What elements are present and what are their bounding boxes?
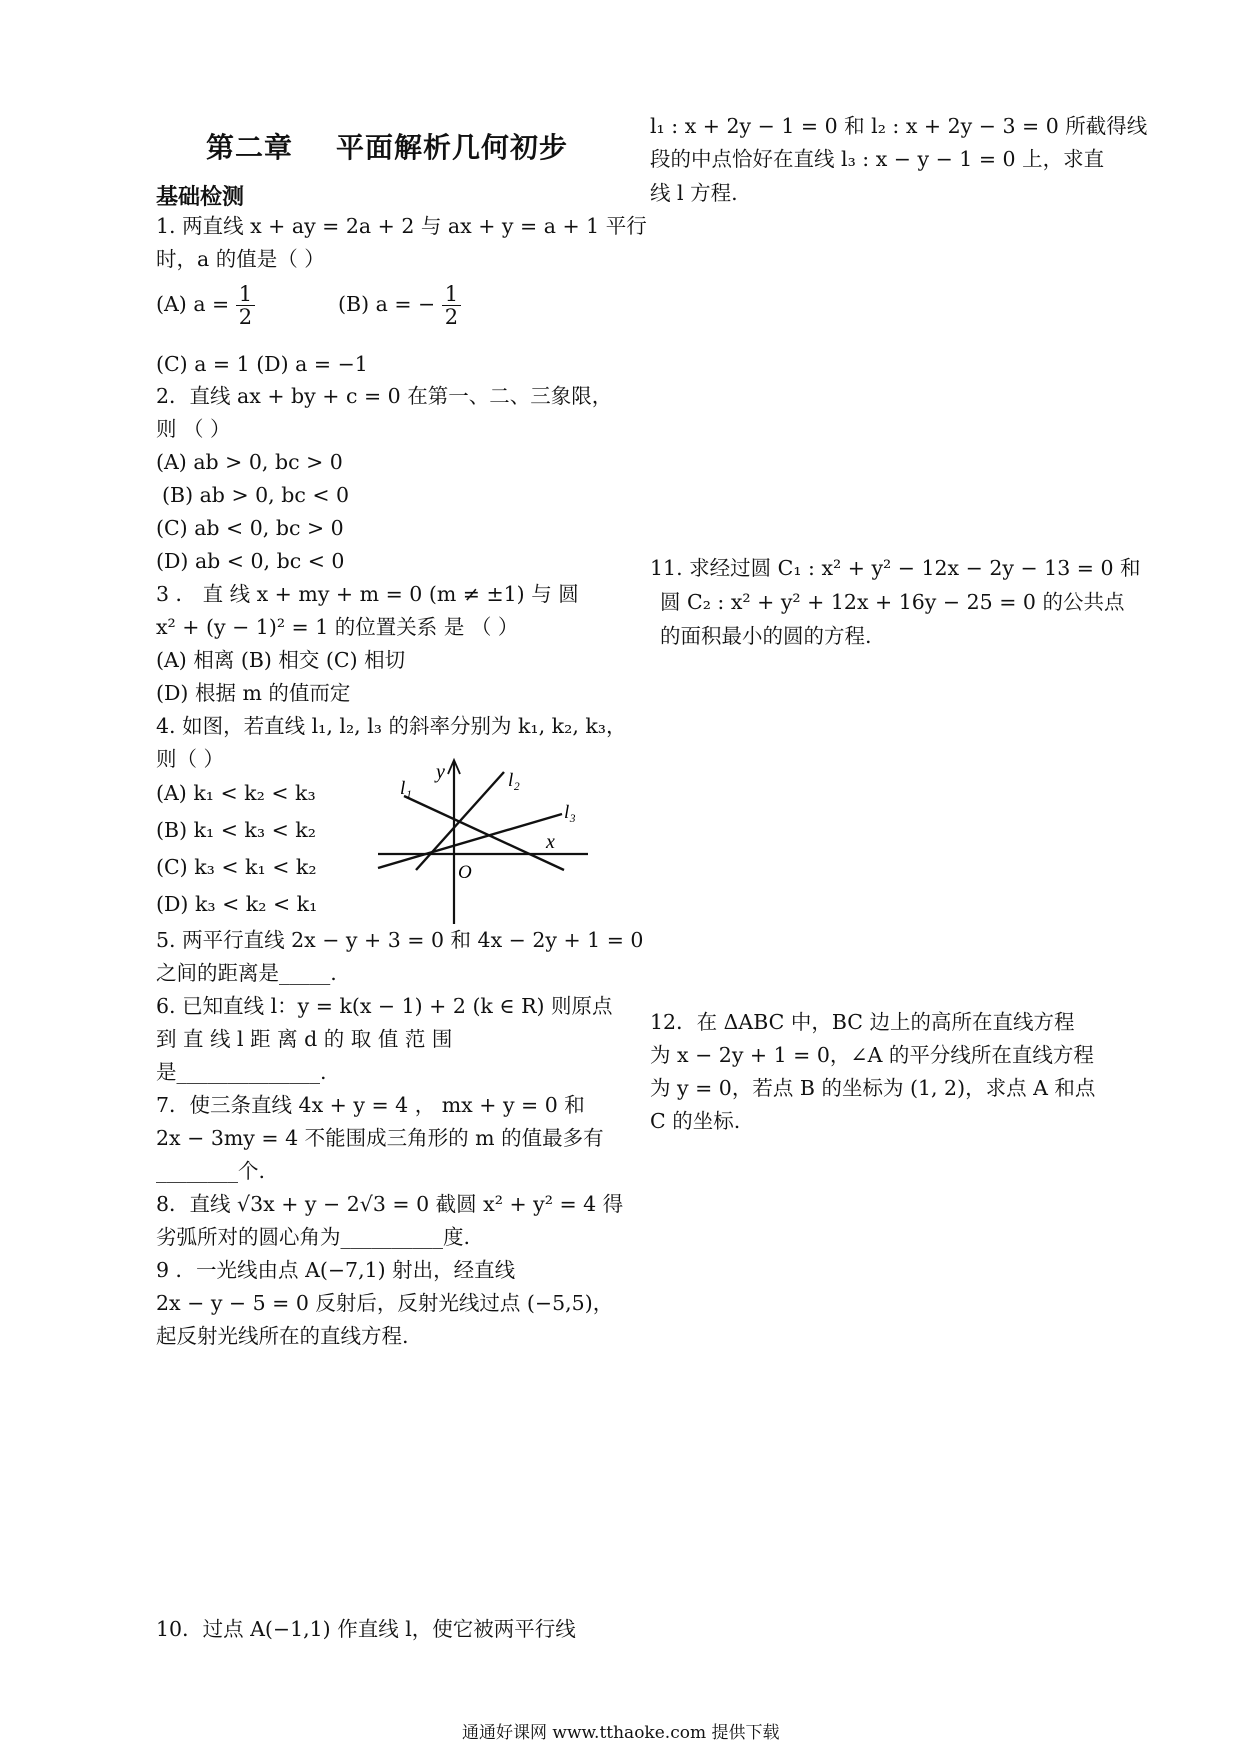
text-line-q2d: (B) ab > 0, bc < 0 (162, 483, 350, 507)
fraction-denominator: 2 (238, 305, 253, 330)
text-line-q8a: 8．直线 √3x + y − 2√3 = 0 截圆 x² + y² = 4 得 (156, 1192, 624, 1216)
text-line-q5b: 之间的距离是_____. (156, 961, 337, 985)
fraction-denominator: 2 (444, 305, 459, 330)
text-line-q3b: x² + (y − 1)² = 1 的位置关系 是 （ ） (156, 615, 519, 639)
text-line-q12c: 为 y = 0，若点 B 的坐标为 (1, 2)，求点 A 和点 (650, 1076, 1096, 1100)
text-line-q4d: (B) k₁ < k₃ < k₂ (156, 818, 316, 842)
text-line-q12a: 12．在 ΔABC 中，BC 边上的高所在直线方程 (650, 1010, 1075, 1034)
text-line-q7a: 7．使三条直线 4x + y = 4 ， mx + y = 0 和 (156, 1093, 585, 1117)
chapter-title: 第二章 平面解析几何初步 (206, 131, 568, 164)
text-line-q4a: 4. 如图，若直线 l₁, l₂, l₃ 的斜率分别为 k₁, k₂, k₃， (156, 714, 627, 738)
text-line-q5a: 5. 两平行直线 2x − y + 3 = 0 和 4x − 2y + 1 = 0 (156, 928, 644, 952)
text-line-q6b: 到 直 线 l 距 离 d 的 取 值 范 围 (156, 1027, 453, 1051)
fraction-half (442, 283, 461, 328)
text-line-q10a: 10．过点 A(−1,1) 作直线 l，使它被两平行线 (156, 1617, 576, 1641)
x-axis-label: x (546, 831, 555, 853)
l3-label: l₃ (564, 802, 576, 823)
text-line-q10c: 段的中点恰好在直线 l₃ : x − y − 1 = 0 上，求直 (650, 147, 1105, 171)
text-line-q2c: (A) ab > 0, bc > 0 (156, 450, 343, 474)
text-line-q6c: 是______________. (156, 1060, 327, 1084)
line-l3 (378, 814, 562, 868)
text-line-q4c: (A) k₁ < k₂ < k₃ (156, 781, 316, 805)
text-line-q12b: 为 x − 2y + 1 = 0，∠A 的平分线所在直线方程 (650, 1043, 1094, 1067)
l2-label: l₂ (508, 770, 520, 791)
text-line-q10b: l₁ : x + 2y − 1 = 0 和 l₂ : x + 2y − 3 = 0 所截得线 (650, 114, 1148, 138)
text-line-q9c: 起反射光线所在的直线方程. (156, 1324, 409, 1348)
text-line-q1a: 1. 两直线 x + ay = 2a + 2 与 ax + y = a + 1 平行 (156, 214, 647, 238)
text-line-q4f: (D) k₃ < k₂ < k₁ (156, 892, 318, 916)
text-line-q2e: (C) ab < 0, bc > 0 (156, 516, 344, 540)
text-line-q4b: 则（ ） (156, 747, 225, 771)
q1-option-b-label: (B) a = − (338, 292, 436, 317)
text-line-q7b: 2x − 3my = 4 不能围成三角形的 m 的值最多有 (156, 1126, 604, 1150)
fraction-half (236, 283, 255, 328)
text-line-q8b: 劣弧所对的圆心角为__________度. (156, 1225, 471, 1249)
text-line-q11a: 11. 求经过圆 C₁ : x² + y² − 12x − 2y − 13 = 0 和 (650, 556, 1141, 580)
fraction-numerator: 1 (442, 283, 461, 306)
text-line-q9b: 2x − y − 5 = 0 反射后，反射光线过点 (−5,5)， (156, 1291, 614, 1315)
text-line-q9a: 9 ．一光线由点 A(−7,1) 射出，经直线 (156, 1258, 516, 1282)
line-l1 (404, 796, 564, 870)
origin-label: O (458, 862, 472, 883)
text-line-q1e: (C) a = 1 (D) a = −1 (156, 352, 368, 376)
text-line-q4e: (C) k₃ < k₁ < k₂ (156, 855, 317, 879)
text-line-q2b: 则 （ ） (156, 417, 231, 441)
text-line-q3d: (D) 根据 m 的值而定 (156, 681, 351, 705)
fraction-numerator: 1 (236, 283, 255, 306)
l1-label: l₁ (400, 778, 412, 799)
page-footer: 通通好课网 www.tthaoke.com 提供下载 (462, 1723, 780, 1743)
text-line-q7c: ________个. (156, 1159, 266, 1183)
text-line-q12d: C 的坐标. (650, 1109, 741, 1133)
section-heading: 基础检测 (156, 184, 245, 210)
q1-option-b (338, 283, 461, 328)
text-line-q1b: 时，a 的值是（ ） (156, 247, 325, 271)
text-line-q2f: (D) ab < 0, bc < 0 (156, 549, 345, 573)
q1-option-a-label: (A) a = (156, 292, 230, 317)
text-line-q3c: (A) 相离 (B) 相交 (C) 相切 (156, 648, 406, 672)
text-line-q11c: 的面积最小的圆的方程. (660, 624, 872, 648)
q1-option-a (156, 283, 255, 328)
text-line-q3a: 3 ． 直 线 x + my + m = 0 (m ≠ ±1) 与 圆 (156, 582, 579, 606)
text-line-q10d: 线 l 方程. (650, 181, 738, 205)
line-l2 (416, 772, 504, 870)
text-line-q2a: 2．直线 ax + by + c = 0 在第一、二、三象限， (156, 384, 613, 408)
text-line-q11b: 圆 C₂ : x² + y² + 12x + 16y − 25 = 0 的公共点 (660, 590, 1125, 614)
text-line-q6a: 6. 已知直线 l：y = k(x − 1) + 2 (k ∈ R) 则原点 (156, 994, 613, 1018)
q4-lines-figure (374, 752, 596, 924)
y-axis-label: y (436, 761, 445, 783)
